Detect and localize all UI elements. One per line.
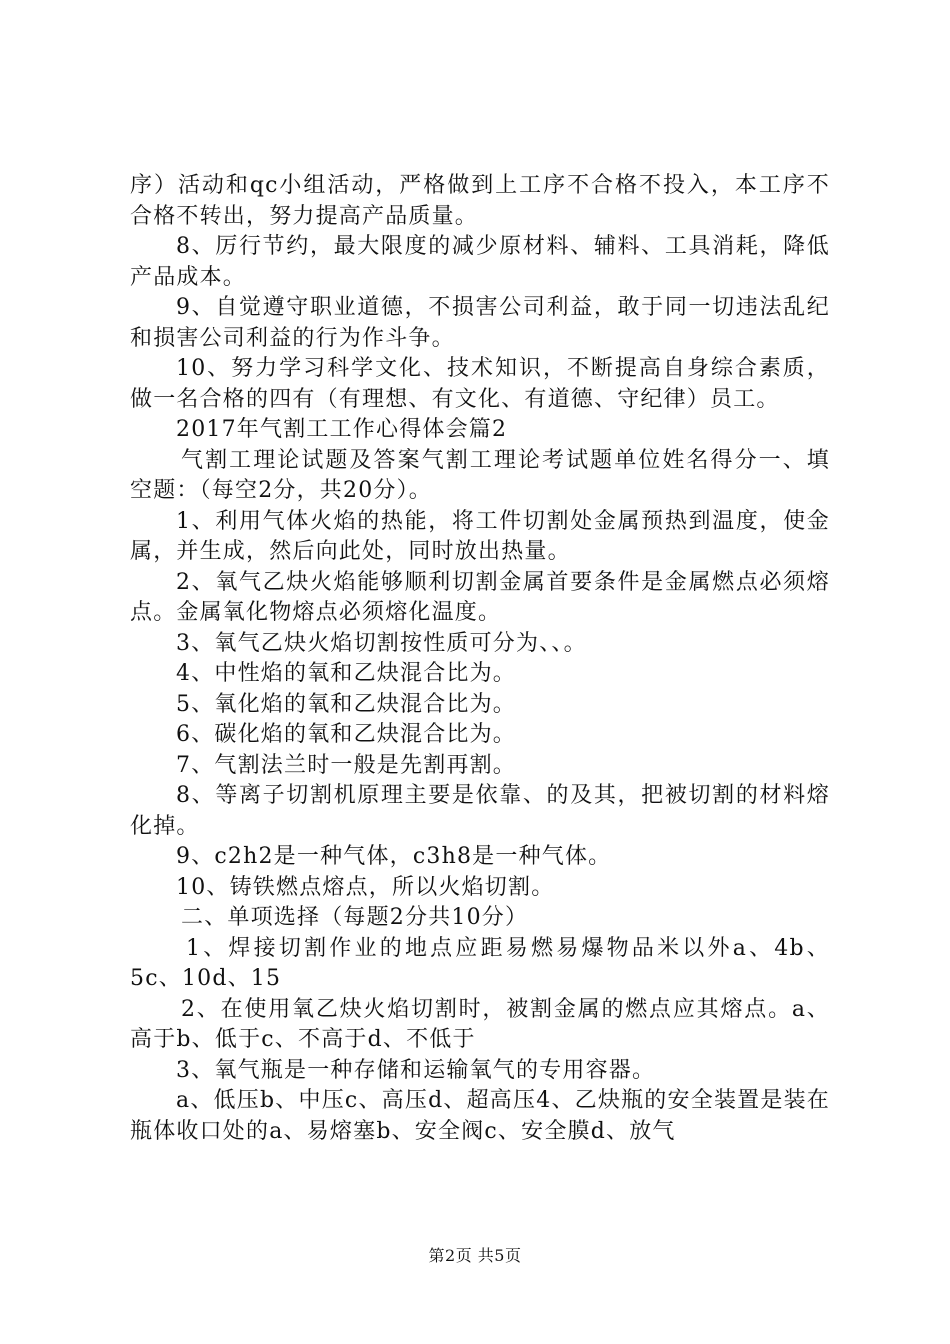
- paragraph-item-9: 9、自觉遵守职业道德，不损害公司利益，敢于同一切违法乱纪和损害公司利益的行为作斗争。: [130, 295, 830, 351]
- document-body: [130, 171, 830, 1147]
- question-fill-6: 6、碳化焰的氧和乙炔混合比为。: [176, 722, 516, 747]
- question-fill-2: 2、氧气乙炔火焰能够顺利切割金属首要条件是金属燃点必须熔点。金属氧化物熔点必须熔化温度。: [130, 569, 830, 625]
- exam-intro: 气割工理论试题及答案气割工理论考试题单位姓名得分一、填空题：（每空2分，共20分）。: [130, 447, 830, 503]
- question-fill-4: 4、中性焰的氧和乙炔混合比为。: [176, 661, 516, 686]
- page-footer: 第2页 共5页: [428, 1246, 522, 1265]
- question-choice-3-options: a、低压b、中压c、高压d、超高压4、乙炔瓶的安全装置是装在瓶体收口处的a、易熔塞b、安全阀c、安全膜d、放气: [130, 1088, 830, 1144]
- section-heading: 2017年气割工工作心得体会篇2: [176, 417, 508, 442]
- question-fill-10: 10、铸铁燃点熔点，所以火焰切割。: [176, 874, 555, 900]
- question-fill-5: 5、氧化焰的氧和乙炔混合比为。: [176, 691, 516, 717]
- question-choice-2: 2、在使用氧乙炔火焰切割时，被割金属的燃点应其熔点。a、高于b、低于c、不高于d、不低于: [130, 996, 830, 1052]
- paragraph-item-10: 10、努力学习科学文化、技术知识，不断提高自身综合素质，做一名合格的四有（有理想、有文化、有道德、守纪律）员工。: [130, 356, 830, 412]
- question-fill-1: 1、利用气体火焰的热能，将工件切割处金属预热到温度，使金属，并生成，然后向此处，同时放出热量。: [130, 508, 830, 564]
- section-choice-heading: 二、单项选择（每题2分共10分）: [181, 905, 529, 930]
- question-fill-3: 3、氧气乙炔火焰切割按性质可分为、、。: [176, 630, 587, 656]
- question-fill-7: 7、气割法兰时一般是先割再割。: [176, 752, 516, 778]
- question-fill-9: 9、c2h2是一种气体，c3h8是一种气体。: [176, 844, 612, 869]
- question-fill-8: 8、等离子切割机原理主要是依靠、的及其，把被切割的材料熔化掉。: [130, 783, 830, 839]
- question-choice-3: 3、氧气瓶是一种存储和运输氧气的专用容器。: [176, 1057, 656, 1083]
- paragraph-item-8: 8、厉行节约，最大限度的减少原材料、辅料、工具消耗，降低产品成本。: [130, 234, 830, 290]
- paragraph-1: 序）活动和qc小组活动，严格做到上工序不合格不投入，本工序不合格不转出，努力提高产品质量。: [130, 173, 830, 229]
- question-choice-1: 1、焊接切割作业的地点应距易燃易爆物品米以外a、4b、5c、10d、15: [130, 935, 830, 991]
